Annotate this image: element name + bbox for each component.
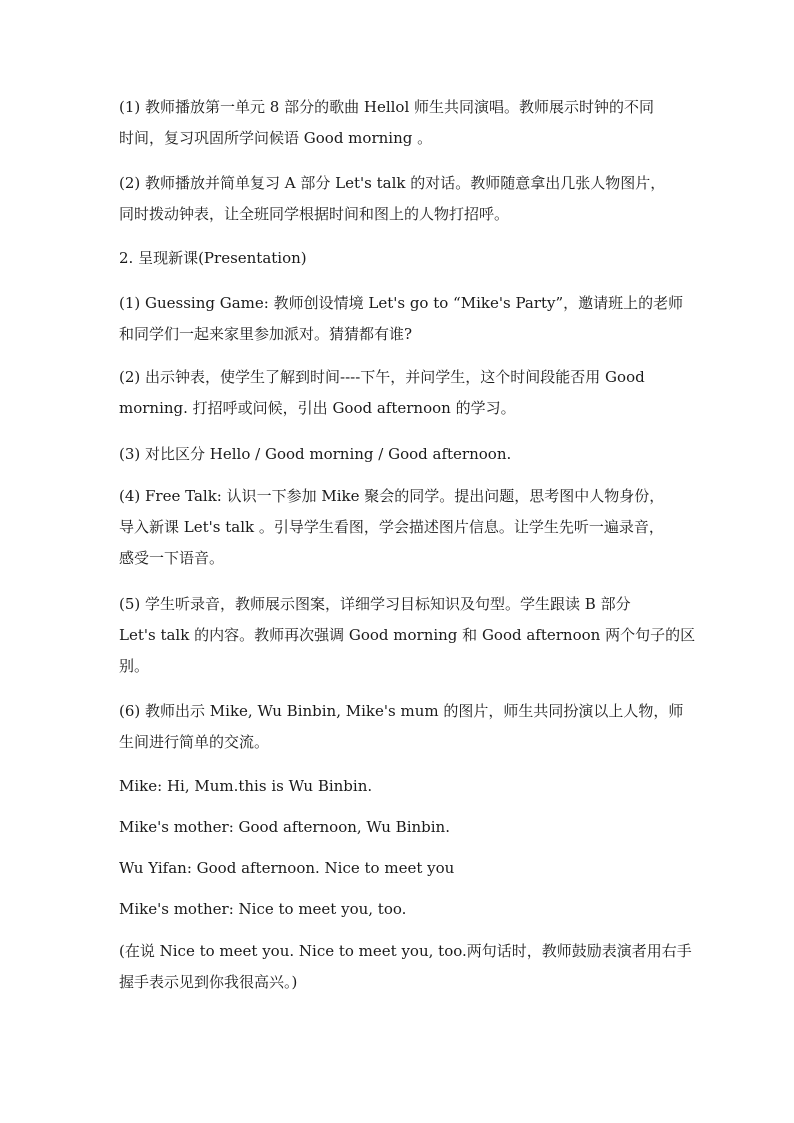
text-line: (3) 对比区分 Hello / Good morning / Good afternoon. [119,445,512,463]
text-line: 感受一下语音。 [119,549,225,567]
text-line: 同时拨动钟表，让全班同学根据时间和图上的人物打招呼。 [119,205,510,223]
paragraph-listening [119,589,696,682]
paragraph-guessing-game [119,288,689,350]
text-line: (4) Free Talk: 认识一下参加 Mike 聚会的同学。提出问题，思考图中人物身份， [119,487,665,505]
text-line: 握手表示见到你我很高兴。) [119,973,298,991]
text-line: (1) 教师播放第一单元 8 部分的歌曲 Hellol 师生共同演唱。教师展示时钟的不同 [119,98,655,116]
section-heading-presentation: 2. 呈现新课(Presentation) [119,249,307,267]
dialogue-line: Mike: Hi, Mum.this is Wu Binbin. [119,777,373,795]
paragraph-review-song [119,92,689,154]
text-line: Let's talk 的内容。教师再次强调 Good morning 和 Good afternoon 两个句子的区 [119,626,696,644]
dialogue-line: Mike's mother: Nice to meet you, too. [119,900,407,918]
text-line: 别。 [119,657,150,675]
text-line: 和同学们一起来家里参加派对。猜猜都有谁? [119,325,413,343]
paragraph-free-talk [119,481,689,574]
text-line: (2) 出示钟表，使学生了解到时间----下午，并问学生，这个时间段能否用 Good [119,368,645,386]
text-line: morning. 打招呼或问候，引出 Good afternoon 的学习。 [119,399,516,417]
paragraph-review-dialogue [119,168,689,230]
text-line: (2) 教师播放并简单复习 A 部分 Let's talk 的对话。教师随意拿出几张人物图片， [119,174,666,192]
paragraph-compare [119,444,689,464]
text-line: (6) 教师出示 Mike, Wu Binbin, Mike's mum 的图片，师生共同扮演以上人物，师 [119,702,684,720]
text-line: (1) Guessing Game: 教师创设情境 Let's go to “Mike's Party”，邀请班上的老师 [119,294,684,312]
text-line: 时间，复习巩固所学问候语 Good morning 。 [119,129,433,147]
text-line: 生间进行简单的交流。 [119,733,270,751]
paragraph-clock [119,362,689,424]
paragraph-handshake-note [119,936,692,998]
dialogue-line: Wu Yifan: Good afternoon. Nice to meet you [119,859,455,877]
text-line: (在说 Nice to meet you. Nice to meet you, too.两句话时，教师鼓励表演者用右手 [119,942,692,960]
text-line: 导入新课 Let's talk 。引导学生看图，学会描述图片信息。让学生先听一遍录音， [119,518,664,536]
dialogue-line: Mike's mother: Good afternoon, Wu Binbin. [119,818,450,836]
text-line: (5) 学生听录音，教师展示图案，详细学习目标知识及句型。学生跟读 B 部分 [119,595,631,613]
paragraph-roleplay [119,696,689,758]
